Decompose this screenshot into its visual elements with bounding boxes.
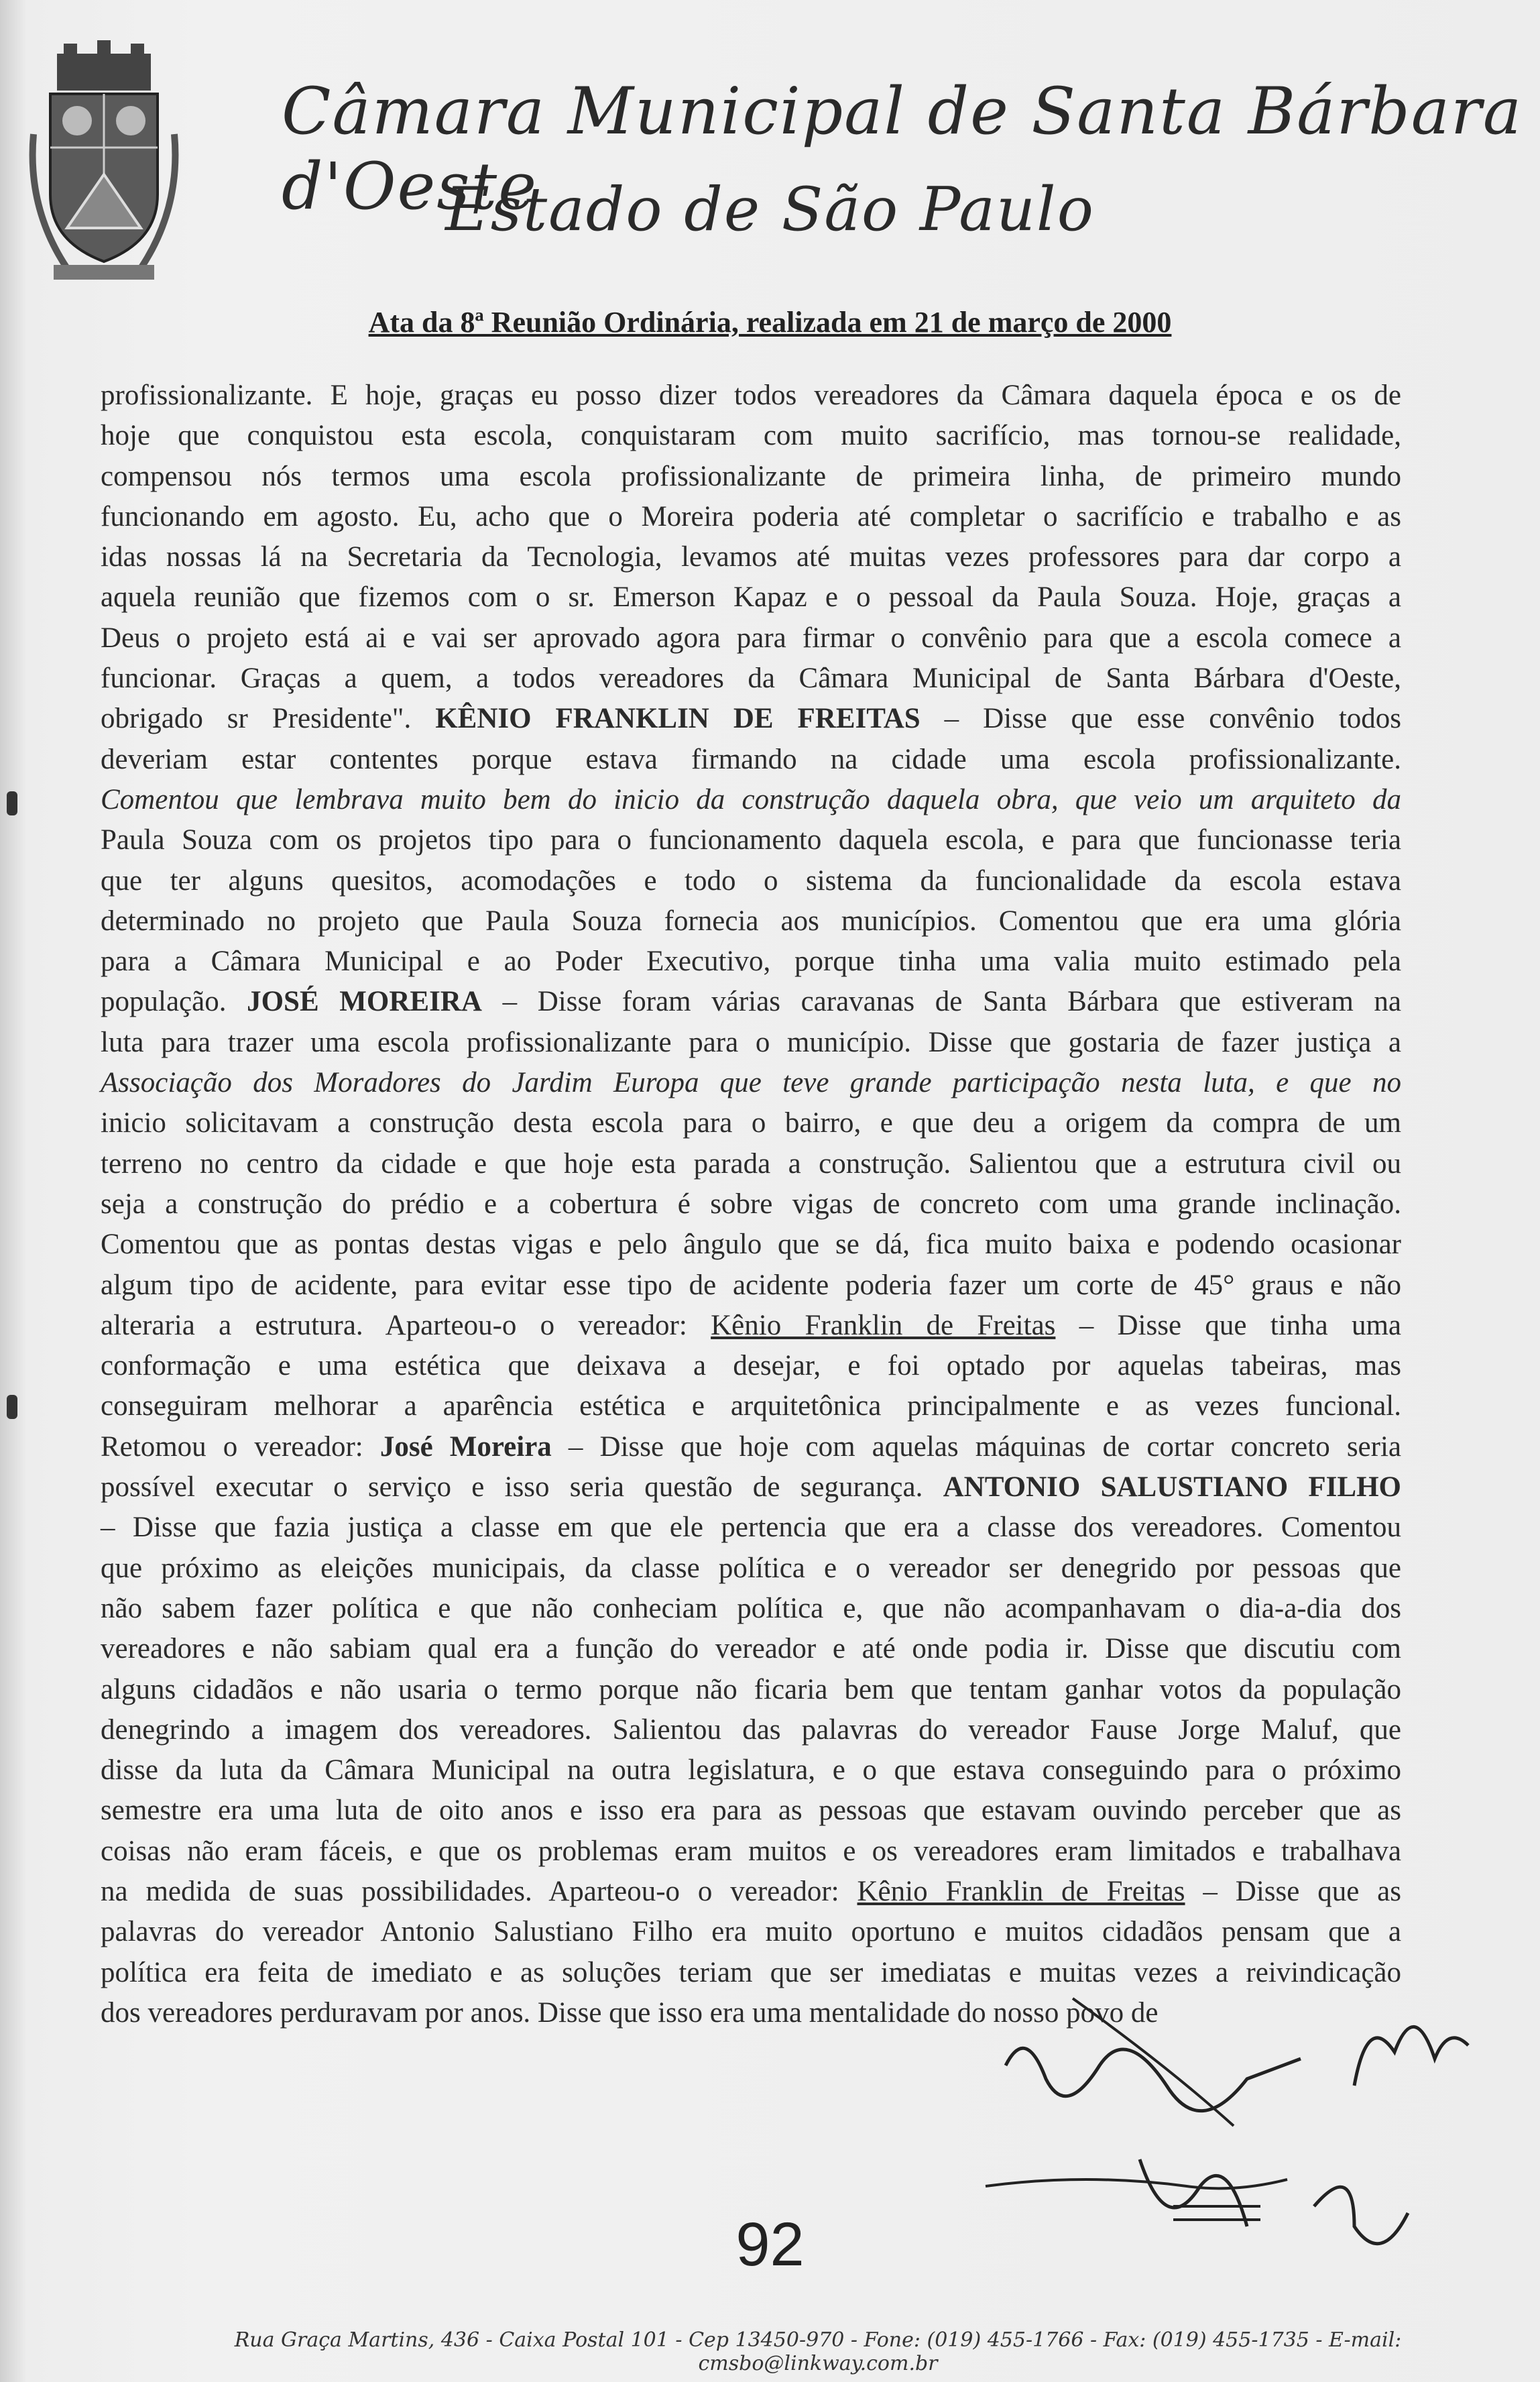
text-line [101,1306,1401,1346]
text-line [101,1670,1401,1710]
text-line [101,780,1401,820]
text-line [101,1548,1401,1589]
text-segment: Deus o projeto está ai e vai ser aprovado agora para firmar o convênio para que a escola comece a [101,622,1401,654]
text-segment: alguns cidadãos e não usaria o termo porque não ficaria bem que tentam ganhar votos da população [101,1673,1401,1705]
text-segment: – Disse que tinha uma [1055,1309,1402,1341]
text-segment: – Disse foram várias caravanas de Santa Bárbara que estiveram na [481,986,1402,1018]
footer-address: Rua Graça Martins, 436 - Caixa Postal 101 - Cep 13450-970 - Fone: (019) 455-1766 - Fax: (019) 455-1735 - E-mail: cmsbo@linkway.com.br [234,2328,1402,2375]
text-segment: disse da luta da Câmara Municipal na outra legislatura, e o que estava conseguindo para o próximo [101,1754,1401,1786]
text-segment: funcionar. Graças a quem, a todos vereadores da Câmara Municipal de Santa Bárbara d'Oeste, [101,663,1401,695]
text-segment: população. [101,986,247,1018]
text-segment: terreno no centro da cidade e que hoje esta parada a construção. Salientou que a estrutura civil ou [101,1147,1401,1180]
text-segment: obrigado sr Presidente". [101,703,436,735]
text-segment: hoje que conquistou esta escola, conquistaram com muito sacrifício, mas tornou-se realidade, [101,420,1401,452]
text-line [101,1912,1401,1952]
text-segment: denegrindo a imagem dos vereadores. Salientou das palavras do vereador Fause Jorge Maluf, que [101,1713,1401,1746]
page-number: 92 [735,2210,805,2279]
institution-name: Câmara Municipal de Santa Bárbara d'Oeste [282,74,1523,224]
speaker-name: JOSÉ MOREIRA [247,986,482,1018]
text-segment: seja a construção do prédio e a cobertura é sobre vigas de concreto com uma grande inclinação. [101,1188,1401,1220]
text-line [101,1346,1401,1386]
text-line [101,1791,1401,1831]
text-line [101,1427,1401,1467]
text-line [101,457,1401,497]
text-line [101,416,1401,456]
text-line [101,699,1401,739]
text-segment: compensou nós termos uma escola profissionalizante de primeira linha, de primeiro mundo [101,460,1401,492]
text-line [101,1589,1401,1629]
text-segment: não sabem fazer política e que não conheciam política e, que não acompanhavam o dia-a-dia dos [101,1592,1401,1624]
text-segment: luta para trazer uma escola profissionalizante para o município. Disse que gostaria de fazer justiça a [101,1026,1401,1058]
minutes-body [101,376,1401,2033]
text-line [101,1225,1401,1265]
text-segment: possível executar o serviço e isso seria questão de segurança. [101,1471,943,1504]
text-line [101,982,1401,1022]
text-segment: alteraria a estrutura. Aparteou-o o vereador: [101,1309,711,1341]
text-line [101,1467,1401,1508]
text-segment: – Disse que fazia justiça a classe em que ele pertencia que era a classe dos vereadores. Comentou [101,1512,1401,1544]
text-line [101,942,1401,982]
text-line [101,740,1401,780]
text-line [101,861,1401,901]
text-segment: inicio solicitavam a construção desta escola para o bairro, e que deu a origem da compra de um [101,1107,1401,1139]
text-segment: palavras do vereador Antonio Salustiano Filho era muito oportuno e muitos cidadãos pensam que a [101,1916,1401,1948]
text-line [101,577,1401,618]
text-line [101,1710,1401,1750]
text-segment: Retomou o vereador: [101,1430,380,1463]
text-line [101,1831,1401,1872]
text-line [101,659,1401,699]
text-line [101,1872,1401,1912]
text-line [101,1750,1401,1791]
text-segment: deveriam estar contentes porque estava firmando na cidade uma escola profissionalizante. [101,743,1401,775]
text-segment: profissionalizante. E hoje, graças eu posso dizer todos vereadores da Câmara daquela época e os de [101,380,1401,411]
speaker-name: KÊNIO FRANKLIN DE FREITAS [435,703,921,735]
text-segment: que próximo as eleições municipais, da classe política e o vereador ser denegrido por pessoas que [101,1552,1401,1584]
text-segment: aquela reunião que fizemos com o sr. Emerson Kapaz e o pessoal da Paula Souza. Hoje, graças a [101,581,1401,614]
text-segment: para a Câmara Municipal e ao Poder Executivo, porque tinha uma valia muito estimado pela [101,946,1401,978]
text-segment: determinado no projeto que Paula Souza fornecia aos municípios. Comentou que era uma glória [101,905,1401,937]
text-segment: – Disse que hoje com aquelas máquinas de cortar concreto seria [551,1430,1401,1463]
text-segment: Associação dos Moradores do Jardim Europa que teve grande participação nesta luta, e que no [101,1067,1401,1099]
text-segment: que ter alguns quesitos, acomodações e todo o sistema da funcionalidade da escola estava [101,864,1401,897]
text-line [101,1265,1401,1306]
text-line [101,497,1401,537]
text-segment: – Disse que as [1185,1875,1401,1907]
speaker-name: ANTONIO SALUSTIANO FILHO [943,1471,1401,1504]
text-segment: algum tipo de acidente, para evitar esse tipo de acidente poderia fazer um corte de 45° graus e não [101,1269,1401,1301]
text-line [101,1508,1401,1548]
text-segment: dos vereadores perduravam por anos. Disse que isso era uma mentalidade do nosso povo de [101,1996,1159,2029]
text-segment: política era feita de imediato e as soluções teriam que ser imediatas e muitas vezes a reivindicação [101,1956,1401,1988]
text-line [101,1063,1401,1103]
municipal-crest-icon [27,40,181,295]
text-segment: na medida de suas possibilidades. Aparteou-o o vereador: [101,1875,857,1907]
text-segment: Comentou que as pontas destas vigas e pelo ângulo que se dá, fica muito baixa e podendo ocasionar [101,1229,1401,1261]
text-segment: – Disse que esse convênio todos [920,703,1402,735]
text-segment: idas nossas lá na Secretaria da Tecnologia, levamos até muitas vezes professores para dar corpo a [101,541,1401,573]
speaker-name: José Moreira [379,1430,552,1463]
text-segment: Paula Souza com os projetos tipo para o funcionamento daquela escola, e para que funcionasse teria [101,824,1401,856]
text-line [101,618,1401,659]
text-line [101,376,1401,416]
text-line [101,820,1401,860]
text-line [101,1023,1401,1063]
text-segment: conseguiram melhorar a aparência estética e arquitetônica principalmente e as vezes funcional. [101,1390,1401,1422]
text-line [101,537,1401,577]
session-title: Ata da 8ª Reunião Ordinária, realizada em 21 de março de 2000 [368,306,1172,339]
text-segment: Comentou que lembrava muito bem do inicio da construção daquela obra, que veio um arquiteto da [101,783,1401,815]
text-line [101,1184,1401,1225]
text-line [101,901,1401,942]
text-line [101,1629,1401,1669]
text-line [101,1386,1401,1426]
councillor-name: Kênio Franklin de Freitas [711,1309,1056,1341]
text-segment: funcionando em agosto. Eu, acho que o Moreira poderia até completar o sacrifício e trabalho e as [101,500,1401,532]
councillor-name: Kênio Franklin de Freitas [857,1875,1185,1907]
text-line [101,1103,1401,1143]
state-name: Estado de São Paulo [445,174,1095,245]
text-segment: conformação e uma estética que deixava a desejar, e foi optado por aquelas tabeiras, mas [101,1350,1401,1382]
text-line [101,1144,1401,1184]
text-segment: coisas não eram fáceis, e que os problemas eram muitos e os vereadores eram limitados e trabalhava [101,1835,1401,1867]
text-segment: semestre era uma luta de oito anos e isso era para as pessoas que estavam ouvindo perceber que as [101,1795,1401,1827]
text-segment: vereadores e não sabiam qual era a função do vereador e até onde podia ir. Disse que discutiu com [101,1633,1401,1665]
